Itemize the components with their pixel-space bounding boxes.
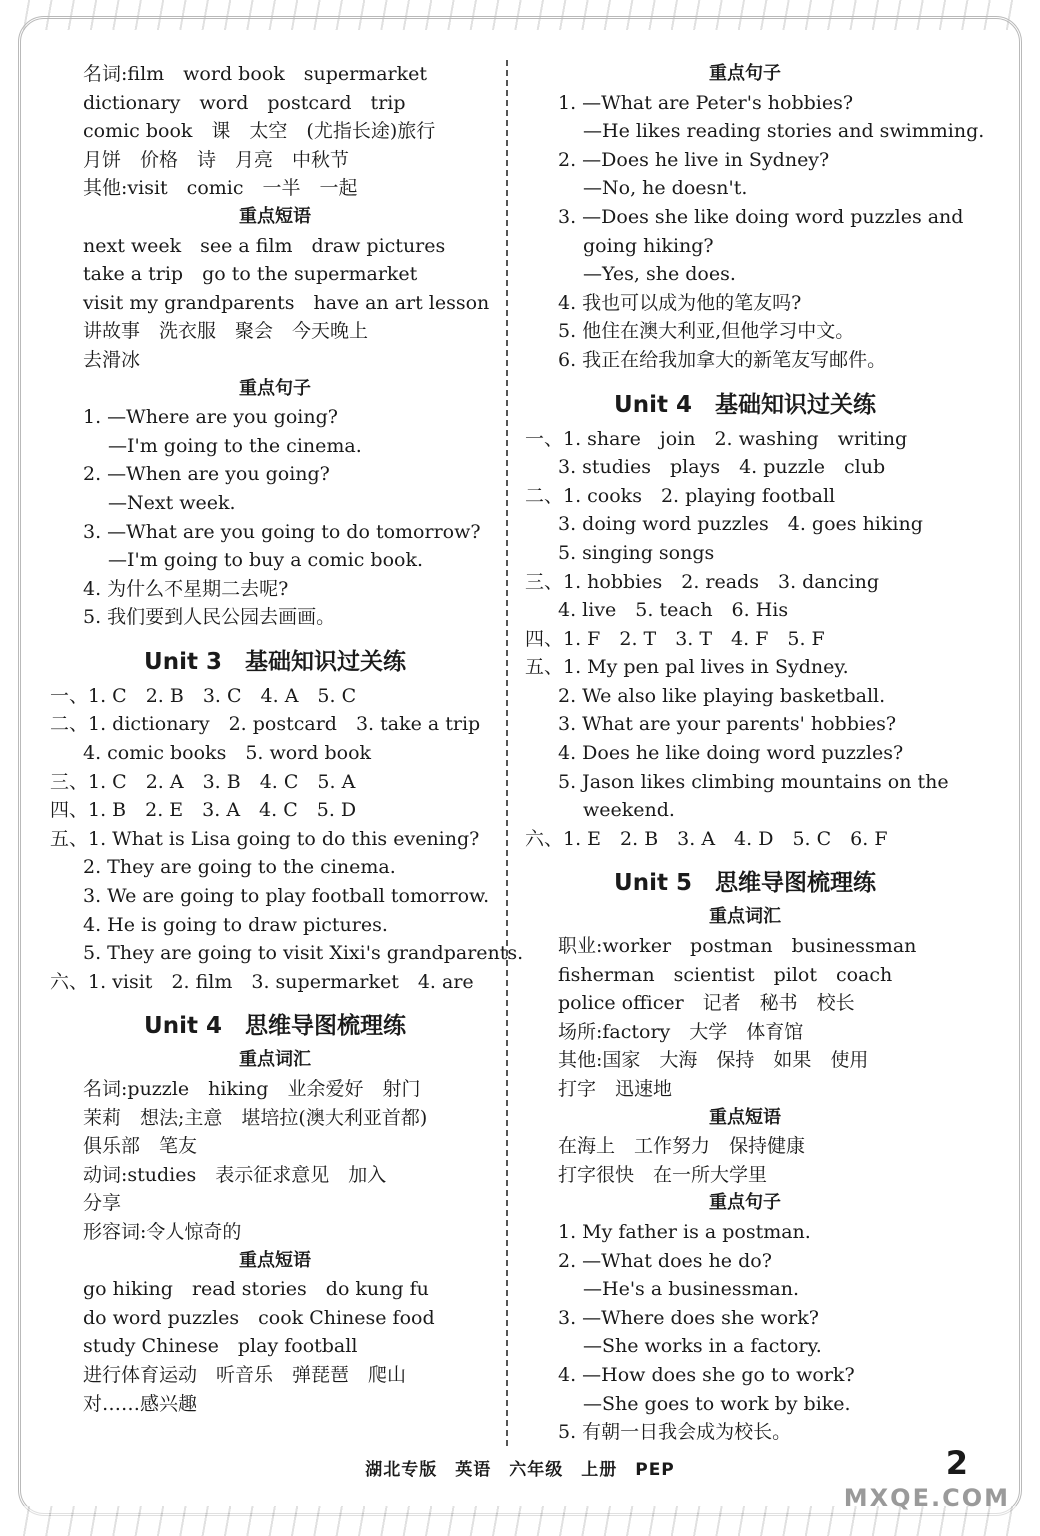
content-line: 5. They are going to visit Xixi's grandparents. bbox=[83, 942, 524, 965]
content-line: 4. comic books 5. word book bbox=[83, 742, 372, 765]
content-line: comic book 课 太空 (尤指长途)旅行 bbox=[83, 120, 436, 143]
unit-heading: Unit 3 基础知识过关练 bbox=[144, 648, 406, 675]
content-line: 讲故事 洗衣服 聚会 今天晚上 bbox=[83, 320, 369, 343]
left-column bbox=[50, 60, 524, 1456]
content-line: —No, he doesn't. bbox=[583, 177, 748, 200]
content-line: 场所:factory 大学 体育馆 bbox=[558, 1020, 804, 1043]
unit-heading: Unit 4 思维导图梳理练 bbox=[144, 1013, 406, 1040]
content-line: 4. Does he like doing word puzzles? bbox=[558, 742, 904, 765]
section-heading: 重点短语 bbox=[239, 205, 311, 227]
content-line: 形容词:令人惊奇的 bbox=[83, 1220, 242, 1243]
content-line: 3. —What are you going to do tomorrow? bbox=[83, 520, 481, 543]
content-line: 名词:puzzle hiking 业余爱好 射门 bbox=[83, 1078, 421, 1100]
content-line: 打字很快 在一所大学里 bbox=[558, 1163, 768, 1186]
content-line: 4. —How does she go to work? bbox=[558, 1363, 855, 1386]
content-line: police officer 记者 秘书 校长 bbox=[558, 992, 855, 1015]
content-line: 六、1. E 2. B 3. A 4. D 5. C 6. F bbox=[525, 827, 888, 850]
content-line: 三、1. hobbies 2. reads 3. dancing bbox=[525, 570, 879, 593]
section-heading: 重点短语 bbox=[239, 1249, 311, 1271]
content-line: 1. —Where are you going? bbox=[83, 406, 338, 429]
content-line: 其他:国家 大海 保持 如果 使用 bbox=[558, 1049, 869, 1072]
section-heading: 重点词汇 bbox=[239, 1049, 311, 1071]
content-line: 一、1. share join 2. washing writing bbox=[525, 427, 908, 450]
content-line: —I'm going to the cinema. bbox=[108, 434, 362, 457]
content-line: 3. We are going to play football tomorrow. bbox=[83, 885, 490, 908]
content-line: 俱乐部 笔友 bbox=[83, 1135, 198, 1158]
content-line: 3. doing word puzzles 4. goes hiking bbox=[558, 513, 923, 536]
section-heading: 重点短语 bbox=[709, 1106, 781, 1128]
content-line: —He likes reading stories and swimming. bbox=[583, 120, 985, 143]
content-line: weekend. bbox=[583, 799, 675, 822]
unit-heading: Unit 4 基础知识过关练 bbox=[614, 391, 876, 418]
content-line: dictionary word postcard trip bbox=[83, 91, 406, 114]
content-line: 五、1. What is Lisa going to do this evening? bbox=[50, 827, 480, 850]
content-line: —She goes to work by bike. bbox=[583, 1392, 851, 1415]
content-line: —He's a businessman. bbox=[583, 1278, 800, 1301]
content-line: 其他:visit comic 一半 一起 bbox=[83, 177, 358, 200]
content-line: 5. 我们要到人民公园去画画。 bbox=[83, 606, 336, 629]
content-line: 4. 为什么不星期二去呢? bbox=[83, 577, 289, 600]
content-line: 5. singing songs bbox=[558, 541, 715, 564]
column-divider bbox=[506, 60, 508, 1446]
right-column bbox=[525, 60, 985, 1456]
content-line: 3. —Where does she work? bbox=[558, 1306, 819, 1329]
content-line: 2. —Does he live in Sydney? bbox=[558, 148, 830, 171]
content-line: 2. They are going to the cinema. bbox=[83, 856, 396, 879]
content-line: 1. My father is a postman. bbox=[558, 1220, 811, 1243]
content-line: 2. We also like playing basketball. bbox=[558, 684, 886, 707]
content-line: 2. —When are you going? bbox=[83, 463, 330, 486]
content-line: —I'm going to buy a comic book. bbox=[108, 549, 424, 572]
content-line: do word puzzles cook Chinese food bbox=[83, 1306, 435, 1329]
content-line: 四、1. F 2. T 3. T 4. F 5. F bbox=[525, 627, 825, 650]
content-line: 3. What are your parents' hobbies? bbox=[558, 713, 897, 736]
content-line: take a trip go to the supermarket bbox=[83, 263, 418, 286]
section-heading: 重点句子 bbox=[709, 63, 781, 84]
content-line: 去滑冰 bbox=[83, 348, 141, 371]
content-line: going hiking? bbox=[583, 234, 714, 257]
content-line: 进行体育运动 听音乐 弹琵琶 爬山 bbox=[83, 1363, 407, 1386]
content-line: visit my grandparents have an art lesson bbox=[83, 291, 490, 314]
content-line: go hiking read stories do kung fu bbox=[83, 1278, 429, 1301]
content-line: 四、1. B 2. E 3. A 4. C 5. D bbox=[50, 799, 357, 822]
content-line: —Yes, she does. bbox=[583, 263, 736, 286]
unit-heading: Unit 5 思维导图梳理练 bbox=[614, 870, 876, 897]
content-line: 月饼 价格 诗 月亮 中秋节 bbox=[83, 148, 350, 171]
content-line: 1. —What are Peter's hobbies? bbox=[558, 91, 854, 114]
content-line: 5. Jason likes climbing mountains on the bbox=[558, 770, 949, 793]
content-line: 六、1. visit 2. film 3. supermarket 4. are bbox=[50, 970, 474, 993]
content-line: study Chinese play football bbox=[83, 1335, 358, 1358]
content-line: 对……感兴趣 bbox=[83, 1392, 198, 1415]
content-line: 二、1. cooks 2. playing football bbox=[525, 484, 836, 507]
content-line: —Next week. bbox=[108, 491, 236, 514]
content-line: 3. studies plays 4. puzzle club bbox=[558, 456, 886, 479]
section-heading: 重点句子 bbox=[709, 1192, 781, 1214]
footer-label: 湖北专版 英语 六年级 上册 PEP bbox=[365, 1460, 675, 1480]
content-line: 4. 我也可以成为他的笔友吗? bbox=[558, 291, 802, 314]
content-line: 动词:studies 表示征求意见 加入 bbox=[83, 1163, 387, 1186]
content-line: 5. 有朝一日我会成为校长。 bbox=[558, 1421, 792, 1444]
content-line: 3. —Does she like doing word puzzles and bbox=[558, 205, 964, 228]
content-line: 茉莉 想法;主意 堪培拉(澳大利亚首都) bbox=[83, 1106, 428, 1129]
content-line: 4. He is going to draw pictures. bbox=[83, 913, 388, 936]
content-line: 4. live 5. teach 6. His bbox=[558, 599, 789, 622]
content-line: 5. 他住在澳大利亚,但他学习中文。 bbox=[558, 320, 855, 343]
section-heading: 重点句子 bbox=[239, 377, 311, 399]
content-line: 打字 迅速地 bbox=[558, 1078, 673, 1100]
content-line: 分享 bbox=[83, 1192, 122, 1215]
content-line: 在海上 工作努力 保持健康 bbox=[558, 1135, 806, 1158]
content-line: —She works in a factory. bbox=[583, 1335, 822, 1358]
content-line: 五、1. My pen pal lives in Sydney. bbox=[525, 656, 849, 679]
section-heading: 重点词汇 bbox=[709, 906, 781, 928]
content-line: fisherman scientist pilot coach bbox=[558, 963, 893, 986]
content-line: 三、1. C 2. A 3. B 4. C 5. A bbox=[50, 770, 356, 793]
watermark: MXQE.COM bbox=[843, 1484, 1010, 1512]
content-line: 2. —What does he do? bbox=[558, 1249, 772, 1272]
content-line: 职业:worker postman businessman bbox=[558, 935, 917, 958]
content-line: 名词:film word book supermarket bbox=[83, 63, 428, 85]
content-line: 一、1. C 2. B 3. C 4. A 5. C bbox=[50, 684, 357, 707]
page-number: 2 bbox=[945, 1444, 968, 1482]
content-line: 6. 我正在给我加拿大的新笔友写邮件。 bbox=[558, 348, 887, 371]
content-line: next week see a film draw pictures bbox=[83, 234, 446, 257]
content-line: 二、1. dictionary 2. postcard 3. take a trip bbox=[50, 713, 481, 736]
